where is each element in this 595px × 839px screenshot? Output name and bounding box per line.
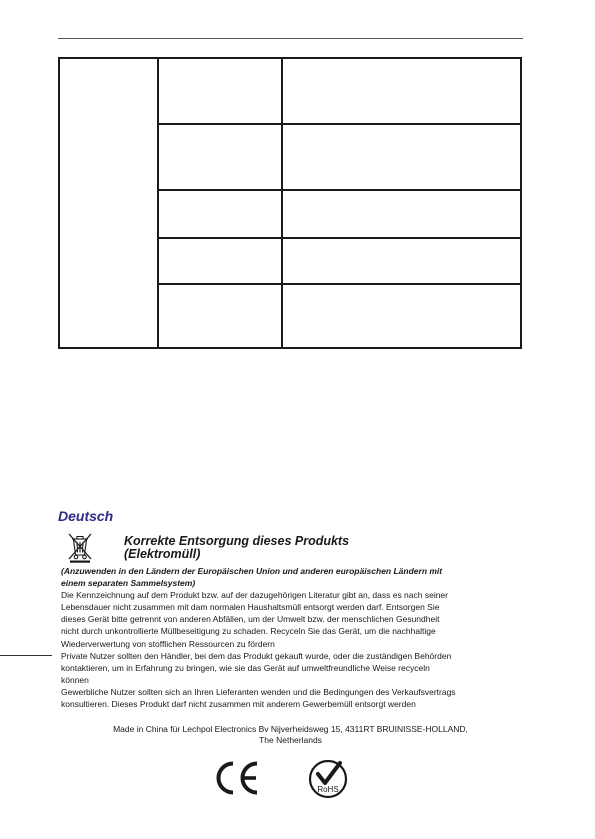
manufacturer-line: Made in China für Lechpol Electronics Bv Nijverheidsweg 15, 4311RT BRUINISSE-HOLLAND,: [113, 724, 468, 734]
scope-note-line: einem separaten Sammelsystem): [61, 578, 196, 589]
table-row-divider: [157, 283, 520, 285]
body-line: Wiederverwertung von stofflichen Ressourcen zu fördern: [61, 638, 275, 649]
table-column-divider: [157, 59, 159, 347]
body-line: Lebensdauer nicht zusammen mit dam normalen Haushaltsmüll entsorgt werden darf. Entsorgen Sie: [61, 602, 440, 613]
table-row-divider: [157, 237, 520, 239]
body-line: Private Nutzer sollten den Händler, bei dem das Produkt gekauft wurde, oder die zuständigen Behörden: [61, 650, 452, 661]
header-rule: [58, 38, 523, 39]
table-column-divider: [281, 59, 283, 347]
section-title-line: (Elektromüll): [124, 547, 201, 561]
manufacturer-info: [58, 724, 523, 746]
language-heading: Deutsch: [58, 508, 114, 524]
scope-note-line: (Anzuwenden in den Ländern der Europäischen Union und anderen europäischen Ländern mit: [61, 566, 443, 576]
body-line: können: [61, 674, 89, 685]
rohs-label: RoHS: [317, 785, 339, 794]
disposal-instructions: [61, 565, 531, 710]
body-line: Die Kennzeichnung auf dem Produkt bzw. auf der dazugehörigen Literatur gibt an, dass es nach seiner: [61, 590, 448, 601]
section-title-line: Korrekte Entsorgung dieses Produkts: [124, 534, 350, 548]
margin-marker: [0, 655, 52, 656]
body-line: kontaktieren, um in Erfahrung zu bringen, wie sie das Gerät auf umweltfreundliche Weise recyceln: [61, 662, 430, 673]
table-row-divider: [157, 189, 520, 191]
body-line: Gewerbliche Nutzer sollten sich an Ihren Lieferanten wenden und die Bedingungen des Verkaufsvertrags: [61, 686, 456, 697]
body-line: nicht durch unkontrollierte Müllbeseitigung zu schaden. Recyceln Sie das Gerät, um die nachhaltige: [61, 626, 436, 637]
section-title: [124, 535, 349, 561]
table-row-divider: [157, 123, 520, 125]
empty-specification-table: [58, 57, 522, 349]
ce-mark-icon: [212, 760, 262, 796]
body-line: konsultieren. Dieses Produkt darf nicht zusammen mit anderem Gewerbemüll entsorgt werden: [61, 699, 416, 710]
body-line: dieses Gerät bitte getrennt von anderen Abfällen, um der Umwelt bzw. der menschlichen Gesundheit: [61, 614, 440, 625]
rohs-mark-icon: [303, 757, 353, 799]
manufacturer-line: The Netherlands: [259, 735, 322, 745]
crossed-out-wheelie-bin-icon: [66, 530, 94, 563]
